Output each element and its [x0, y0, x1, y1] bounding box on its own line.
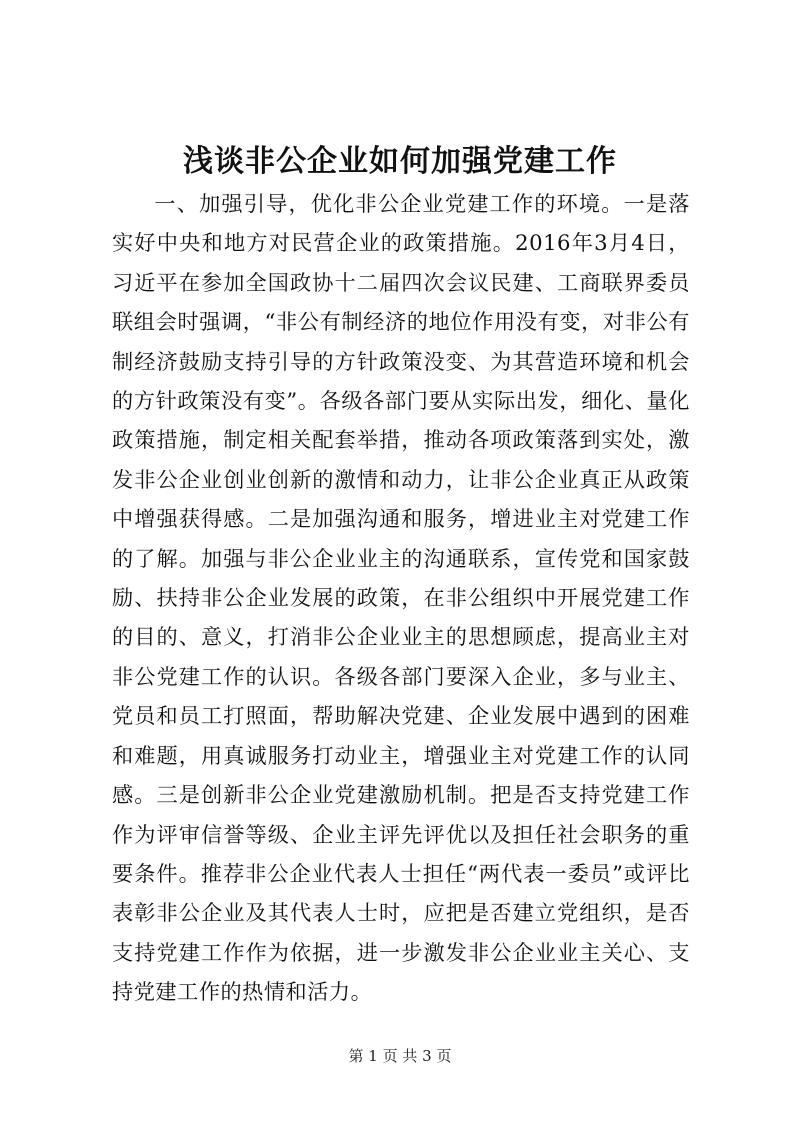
- body-paragraph: 一、加强引导，优化非公企业党建工作的环境。一是落实好中央和地方对民营企业的政策措施。2016年3月4日，习近平在参加全国政协十二届四次会议民建、工商联界委员联组会时强调，“非公有制经济的地位作用没有变，对非公有制经济鼓励支持引导的方针政策没变、为其营造环境和机会的方针政策没有变”。各级各部门要从实际出发，细化、量化政策措施，制定相关配套举措，推动各项政策落到实处，激发非公企业创业创新的激情和动力，让非公企业真正从政策中增强获得感。二是加强沟通和服务，增进业主对党建工作的了解。加强与非公企业业主的沟通联系，宣传党和国家鼓励、扶持非公企业发展的政策，在非公组织中开展党建工作的目的、意义，打消非公企业业主的思想顾虑，提高业主对非公党建工作的认识。各级各部门要深入企业，多与业主、党员和员工打照面，帮助解决党建、企业发展中遇到的困难和难题，用真诚服务打动业主，增强业主对党建工作的认同感。三是创新非公企业党建激励机制。把是否支持党建工作作为评审信誉等级、企业主评先评优以及担任社会职务的重要条件。推荐非公企业代表人士担任“两代表一委员”或评比表彰非公企业及其代表人士时，应把是否建立党组织，是否支持党建工作作为依据，进一步激发非公企业业主关心、支持党建工作的热情和活力。: [112, 191, 690, 1005]
- document-title: 浅谈非公企业如何加强党建工作: [183, 144, 617, 179]
- page-number-footer: 第 1 页 共 3 页: [348, 1047, 452, 1065]
